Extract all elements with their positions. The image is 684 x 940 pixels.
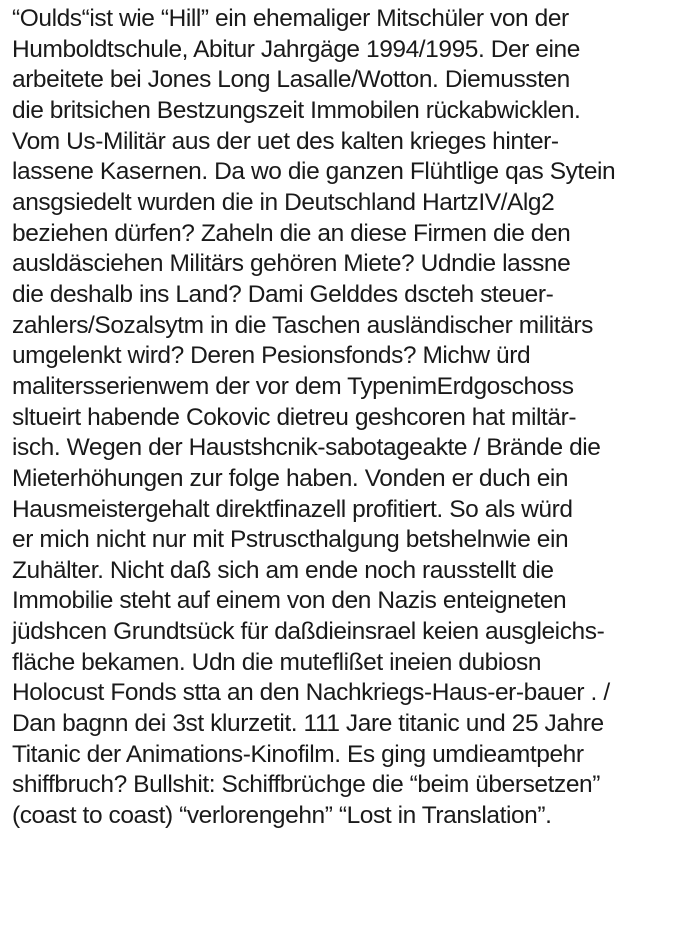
text-line-6: lassene Kasernen. Da wo die ganzen Flühtlige qas Sytein bbox=[12, 158, 616, 186]
text-line-11: zahlers/Sozalsytm in die Taschen ausländischer militärs bbox=[12, 311, 593, 339]
text-line-9: ausldäsciehen Militärs gehören Miete? Udndie lassne bbox=[12, 250, 571, 278]
text-line-8: beziehen dürfen? Zaheln die an diese Firmen die den bbox=[12, 219, 571, 247]
text-line-16: Mieterhöhungen zur folge haben. Vonden er duch ein bbox=[12, 464, 569, 492]
text-line-7: ansgsiedelt wurden die in Deutschland HartzIV/Alg2 bbox=[12, 188, 555, 216]
text-line-15: isch. Wegen der Haustshcnik-sabotageakte / Brände die bbox=[12, 434, 601, 462]
text-line-2: Humboldtschule, Abitur Jahrgäge 1994/1995. Der eine bbox=[12, 35, 580, 63]
text-line-23: Holocust Fonds stta an den Nachkriegs-Haus-er-bauer . / bbox=[12, 679, 610, 707]
text-line-4: die britsichen Bestzungszeit Immobilen rückabwicklen. bbox=[12, 96, 581, 124]
text-line-14: sltueirt habende Cokovic dietreu geshcoren hat miltär- bbox=[12, 403, 577, 431]
text-line-12: umgelenkt wird? Deren Pesionsfonds? Michw ürd bbox=[12, 342, 531, 370]
text-line-20: Immobilie steht auf einem von den Nazis enteigneten bbox=[12, 587, 567, 615]
text-line-27: (coast to coast) “verlorengehn” “Lost in Translation”. bbox=[12, 802, 552, 830]
document-text bbox=[12, 4, 680, 832]
text-line-18: er mich nicht nur mit Pstruscthalgung betshelnwie ein bbox=[12, 526, 569, 554]
text-line-21: jüdshcen Grundtsück für daßdieinsrael keien ausgleichs- bbox=[12, 618, 605, 646]
text-line-25: Titanic der Animations-Kinofilm. Es ging umdieamtpehr bbox=[12, 740, 584, 768]
text-line-24: Dan bagnn dei 3st klurzetit. 111 Jare titanic und 25 Jahre bbox=[12, 710, 604, 738]
text-line-3: arbeitete bei Jones Long Lasalle/Wotton. Diemussten bbox=[12, 66, 570, 94]
text-line-17: Hausmeistergehalt direktfinazell profitiert. So als würd bbox=[12, 495, 573, 523]
text-line-5: Vom Us-Militär aus der uet des kalten krieges hinter- bbox=[12, 127, 559, 155]
text-line-13: malitersserienwem der vor dem TypenimErdgoschoss bbox=[12, 372, 574, 400]
text-line-10: die deshalb ins Land? Dami Gelddes dscteh steuer- bbox=[12, 280, 554, 308]
text-line-22: fläche bekamen. Udn die muteflißet ineien dubiosn bbox=[12, 648, 542, 676]
text-line-19: Zuhälter. Nicht daß sich am ende noch rausstellt die bbox=[12, 556, 554, 584]
text-line-1: “Oulds“ist wie “Hill” ein ehemaliger Mitschüler von der bbox=[12, 5, 569, 32]
text-line-26: shiffbruch? Bullshit: Schiffbrüchge die “beim übersetzen” bbox=[12, 771, 600, 799]
